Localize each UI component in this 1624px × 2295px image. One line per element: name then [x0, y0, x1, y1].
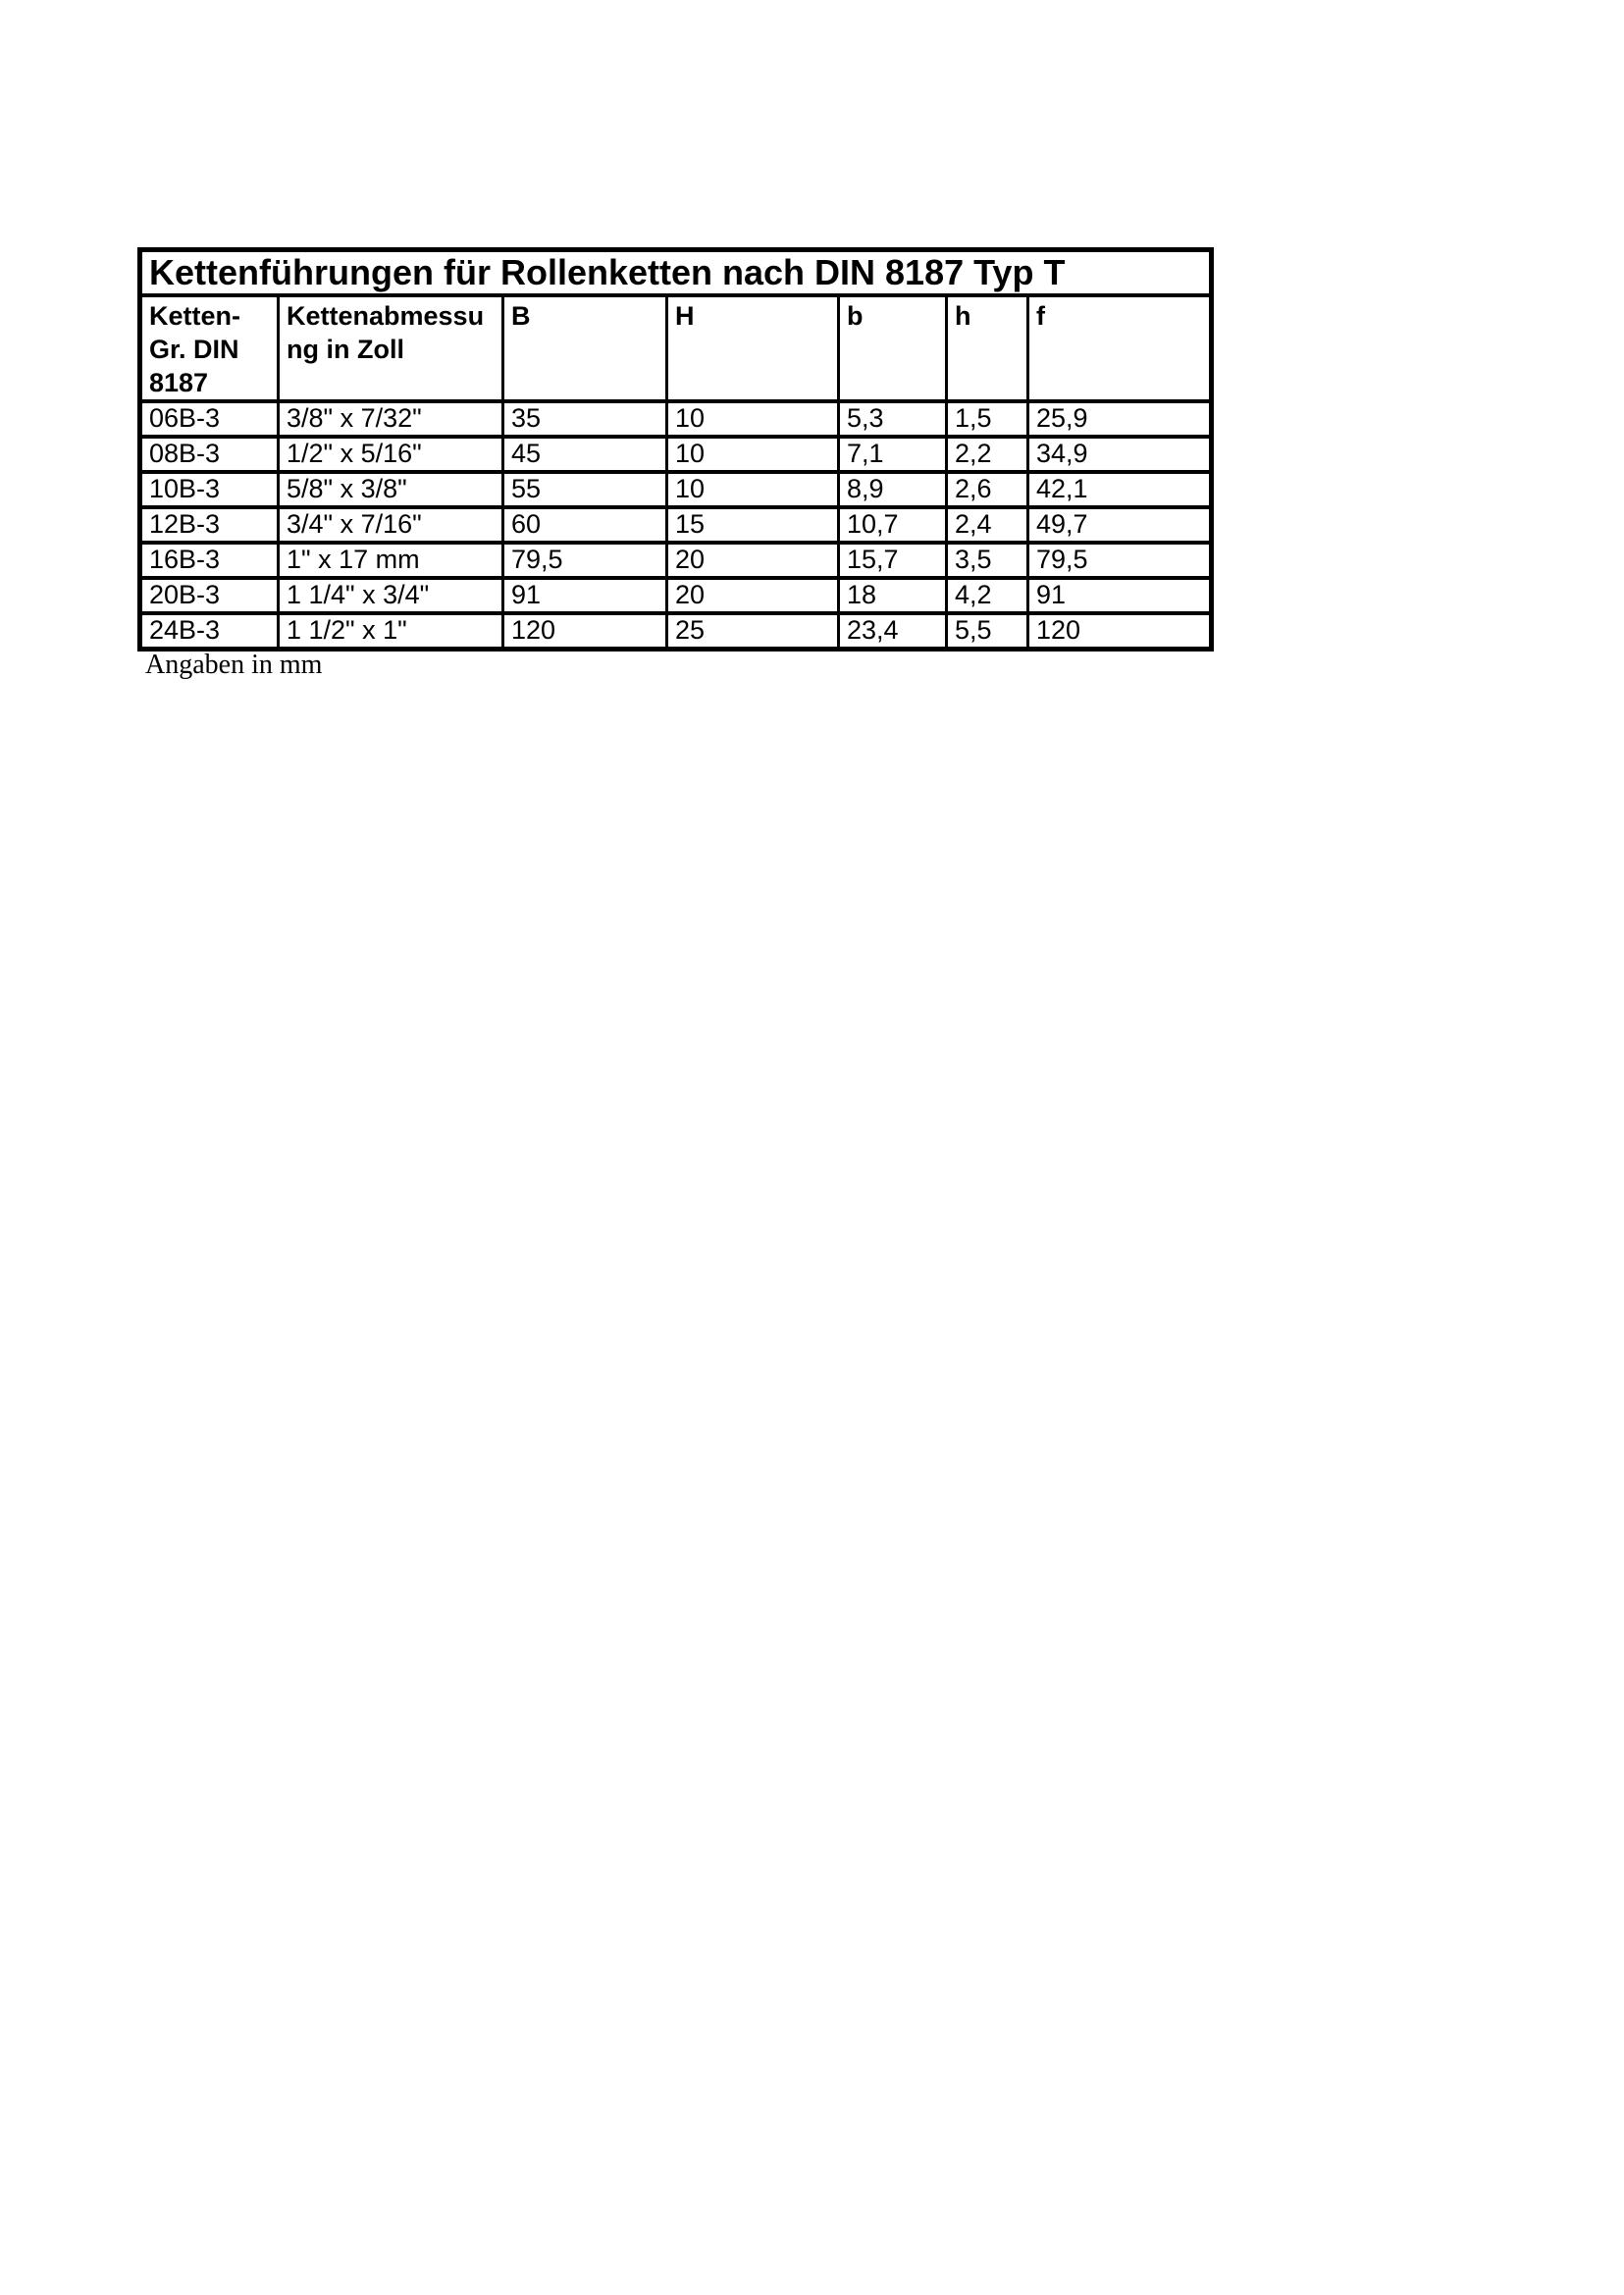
- table-cell: 15,7: [839, 543, 947, 578]
- table-cell: 15: [667, 507, 839, 543]
- column-header-line: H: [675, 301, 695, 331]
- table-cell: 2,6: [947, 472, 1028, 507]
- table-cell: 91: [1028, 578, 1212, 613]
- table-cell: 10: [667, 472, 839, 507]
- column-header-line: Gr. DIN: [149, 335, 239, 364]
- table-cell: 55: [503, 472, 667, 507]
- table-cell: 5,5: [947, 613, 1028, 650]
- table-cell: 79,5: [503, 543, 667, 578]
- table-cell: 20: [667, 543, 839, 578]
- table-cell: 120: [503, 613, 667, 650]
- table-row: [140, 507, 1212, 543]
- table-cell: 8,9: [839, 472, 947, 507]
- table-cell: 10: [667, 437, 839, 472]
- table-cell: 20: [667, 578, 839, 613]
- table-row: [140, 401, 1212, 437]
- column-header-B: [503, 295, 667, 401]
- table-cell: 3/8" x 7/32": [279, 401, 503, 437]
- table-cell: 25,9: [1028, 401, 1212, 437]
- table-cell: 23,4: [839, 613, 947, 650]
- table-cell: 79,5: [1028, 543, 1212, 578]
- column-header-h: [947, 295, 1028, 401]
- table-cell: 10: [667, 401, 839, 437]
- table-cell: 2,4: [947, 507, 1028, 543]
- table-cell: 60: [503, 507, 667, 543]
- column-header-line: Ketten-: [149, 301, 240, 331]
- column-header-ketten-gr: [140, 295, 279, 401]
- table-row: [140, 472, 1212, 507]
- table-cell: 1 1/2" x 1": [279, 613, 503, 650]
- table-cell: 42,1: [1028, 472, 1212, 507]
- chain-guide-table: [137, 247, 1214, 652]
- units-footnote: Angaben in mm: [145, 650, 323, 680]
- table-cell: 7,1: [839, 437, 947, 472]
- table-cell: 08B-3: [140, 437, 279, 472]
- table-cell: 35: [503, 401, 667, 437]
- table-cell: 120: [1028, 613, 1212, 650]
- table-cell: 91: [503, 578, 667, 613]
- table-cell: 34,9: [1028, 437, 1212, 472]
- column-header-kettenabmessung: [279, 295, 503, 401]
- table-cell: 06B-3: [140, 401, 279, 437]
- table-row: [140, 613, 1212, 650]
- table-cell: 1,5: [947, 401, 1028, 437]
- column-header-line: h: [955, 301, 971, 331]
- table-cell: 4,2: [947, 578, 1028, 613]
- table-cell: 12B-3: [140, 507, 279, 543]
- column-header-line: B: [511, 301, 531, 331]
- table-cell: 3,5: [947, 543, 1028, 578]
- table-cell: 20B-3: [140, 578, 279, 613]
- table-cell: 25: [667, 613, 839, 650]
- table-cell: 5,3: [839, 401, 947, 437]
- table-cell: 16B-3: [140, 543, 279, 578]
- table-cell: 2,2: [947, 437, 1028, 472]
- table-cell: 1 1/4" x 3/4": [279, 578, 503, 613]
- table-title-row: [140, 250, 1212, 296]
- column-header-line: Kettenabmessu: [287, 301, 485, 331]
- column-header-line: b: [847, 301, 864, 331]
- column-header-b: [839, 295, 947, 401]
- column-header-f: [1028, 295, 1212, 401]
- table-cell: 18: [839, 578, 947, 613]
- column-header-H: [667, 295, 839, 401]
- table-cell: 5/8" x 3/8": [279, 472, 503, 507]
- table-row: [140, 578, 1212, 613]
- table-row: [140, 437, 1212, 472]
- table-cell: 3/4" x 7/16": [279, 507, 503, 543]
- table-cell: 45: [503, 437, 667, 472]
- table-cell: 1/2" x 5/16": [279, 437, 503, 472]
- table-cell: 49,7: [1028, 507, 1212, 543]
- table-cell: 24B-3: [140, 613, 279, 650]
- table-title: Kettenführungen für Rollenketten nach DIN 8187 Typ T: [140, 250, 1212, 296]
- column-header-line: 8187: [149, 368, 209, 397]
- column-header-line: f: [1036, 301, 1045, 331]
- column-header-line: ng in Zoll: [287, 335, 404, 364]
- table-header-row: [140, 295, 1212, 401]
- table-row: [140, 543, 1212, 578]
- table-cell: 10,7: [839, 507, 947, 543]
- table-cell: 1" x 17 mm: [279, 543, 503, 578]
- table-cell: 10B-3: [140, 472, 279, 507]
